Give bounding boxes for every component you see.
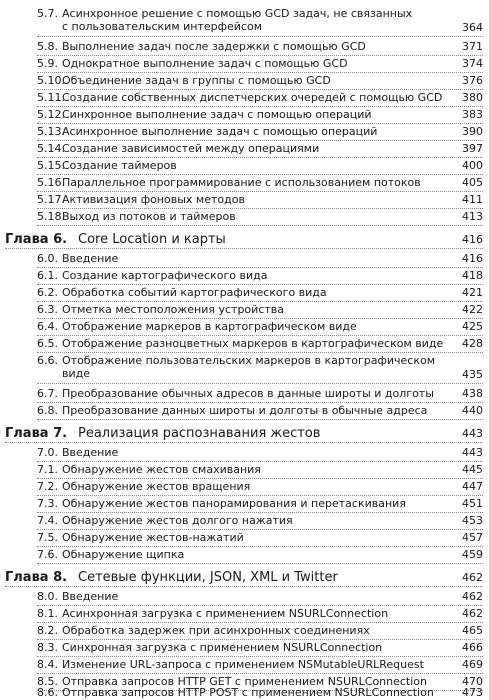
section-title-continuation: виде (62, 367, 91, 380)
section-number: 6.4. (37, 320, 58, 333)
toc-entry-5-14 (0, 141, 489, 158)
toc-entry-7-2 (0, 479, 489, 496)
section-title: Обнаружение щипка (62, 548, 185, 561)
toc-entry-5-16 (0, 175, 489, 192)
page-number: 440 (462, 404, 483, 417)
section-number: 6.3. (37, 303, 58, 316)
page-number: 469 (462, 658, 483, 671)
toc-entry-6-6 (0, 353, 489, 384)
page-number: 421 (462, 286, 483, 299)
toc-entry-7-0 (0, 445, 489, 462)
section-number: 5.16. (37, 176, 65, 189)
toc-entry-8-1 (0, 606, 489, 623)
section-title-continuation: с пользовательским интерфейсом (62, 20, 263, 33)
section-number: 6.5. (37, 337, 58, 350)
page-number: 435 (462, 368, 483, 381)
chapter-title: Core Location и карты (78, 232, 226, 247)
page-number: 413 (462, 210, 483, 223)
section-number: 8.1. (37, 607, 58, 620)
section-title: Отображение маркеров в картографическом виде (62, 320, 357, 333)
section-title: Введение (62, 446, 119, 459)
chapter-title: Сетевые функции, JSON, XML и Twitter (78, 570, 338, 585)
section-number: 5.10. (37, 74, 65, 87)
chapter-heading-7 (0, 422, 489, 444)
toc-entry-7-5 (0, 530, 489, 547)
page-number: 397 (462, 142, 483, 155)
toc-entry-6-1 (0, 268, 489, 285)
section-title: Выполнение задач после задержки с помощью GCD (62, 40, 366, 53)
section-number: 6.6. (37, 354, 58, 367)
page-number: 445 (462, 463, 483, 476)
section-title: Активизация фоновых методов (62, 193, 245, 206)
section-title: Введение (62, 252, 119, 265)
section-number: 8.5. (37, 675, 58, 688)
page-number: 453 (462, 514, 483, 527)
section-number: 8.3. (37, 641, 58, 654)
section-number: 6.8. (37, 404, 58, 417)
toc-entry-5-11 (0, 90, 489, 107)
page-number: 380 (462, 91, 483, 104)
dotted-rule (5, 586, 483, 587)
toc-entry-7-3 (0, 496, 489, 513)
page-number: 411 (462, 193, 483, 206)
section-number: 7.1. (37, 463, 58, 476)
section-title: Введение (62, 590, 119, 603)
section-title: Синхронное выполнение задач с помощью операций (62, 108, 372, 121)
page-number: 462 (462, 590, 483, 603)
toc-entry-5-17 (0, 192, 489, 209)
section-title: Создание таймеров (62, 159, 177, 172)
section-number: 6.1. (37, 269, 58, 282)
section-number: 7.2. (37, 480, 58, 493)
dotted-rule (37, 383, 483, 384)
chapter-heading-8 (0, 566, 489, 588)
section-title: Отображение разноцветных маркеров в картографическом виде (62, 337, 444, 350)
toc-entry-6-4 (0, 319, 489, 336)
section-number: 6.0. (37, 252, 58, 265)
chapter-label: Глава 7. (5, 426, 68, 441)
section-number: 7.4. (37, 514, 58, 527)
section-number: 6.7. (37, 387, 58, 400)
dotted-rule (37, 225, 483, 226)
dotted-rule (37, 563, 483, 564)
toc-entry-5-15 (0, 158, 489, 175)
toc-entry-5-13 (0, 124, 489, 141)
dotted-rule (37, 36, 483, 37)
toc-entry-5-9 (0, 56, 489, 73)
section-number: 5.8. (37, 40, 58, 53)
section-number: 5.17. (37, 193, 65, 206)
toc-entry-6-0 (0, 251, 489, 268)
section-number: 6.2. (37, 286, 58, 299)
section-number: 7.3. (37, 497, 58, 510)
page-number: 447 (462, 480, 483, 493)
page-number: 425 (462, 320, 483, 333)
section-title: Отправка запросов HTTP GET с применением NSURLConnection (62, 675, 428, 688)
section-number: 7.6. (37, 548, 58, 561)
section-title: Обнаружение жестов вращения (62, 480, 251, 493)
page-number: 465 (462, 624, 483, 637)
section-number: 8.0. (37, 590, 58, 603)
page-number: 405 (462, 176, 483, 189)
section-number: 5.12. (37, 108, 65, 121)
section-number: 7.5. (37, 531, 58, 544)
chapter-label: Глава 8. (5, 570, 68, 585)
section-title: Обработка событий картографического вида (62, 286, 327, 299)
toc-entry-8-3 (0, 640, 489, 657)
page-number: 374 (462, 57, 483, 70)
page-number: 466 (462, 641, 483, 654)
toc-entry-6-8 (0, 403, 489, 420)
chapter-title: Реализация распознавания жестов (78, 426, 321, 441)
section-title: Создание зависимостей между операциями (62, 142, 320, 155)
toc-entry-5-18 (0, 209, 489, 226)
toc-entry-7-6 (0, 547, 489, 564)
section-number: 5.14. (37, 142, 65, 155)
section-title: Выход из потоков и таймеров (62, 210, 236, 223)
section-title: Объединение задач в группы с помощью GCD (62, 74, 331, 87)
dotted-rule (5, 248, 483, 249)
section-title: Обнаружение жестов смахивания (62, 463, 261, 476)
section-number: 8.2. (37, 624, 58, 637)
toc-entry-6-7 (0, 386, 489, 403)
page-number: 418 (462, 269, 483, 282)
toc-entry-7-4 (0, 513, 489, 530)
page-number: 416 (462, 252, 483, 265)
chapter-label: Глава 6. (5, 232, 68, 247)
toc-entry-5-8 (0, 39, 489, 56)
page-number: 422 (462, 303, 483, 316)
toc-entry-5-12 (0, 107, 489, 124)
page-number: 416 (462, 233, 483, 246)
section-number: 8.4. (37, 658, 58, 671)
section-title: Асинхронное решение с помощью GCD задач, не связанных (62, 7, 413, 20)
page-number: 459 (462, 548, 483, 561)
toc-entry-8-4 (0, 657, 489, 674)
dotted-rule (5, 442, 483, 443)
page-number: 364 (462, 21, 483, 34)
section-number: 5.13. (37, 125, 65, 138)
toc-entry-6-3 (0, 302, 489, 319)
section-title: Преобразование обычных адресов в данные широты и долготы (62, 387, 434, 400)
section-title: Отметка местоположения устройства (62, 303, 284, 316)
section-number: 7.0. (37, 446, 58, 459)
section-title: Изменение URL-запроса с применением NSMutableURLRequest (62, 658, 424, 671)
page-number: 462 (462, 571, 483, 584)
page-number: 383 (462, 108, 483, 121)
section-title: Однократное выполнение задач с помощью GCD (62, 57, 348, 70)
toc-entry-5-10 (0, 73, 489, 90)
section-number: 5.9. (37, 57, 58, 70)
section-title: Обработка задержек при асинхронных соединениях (62, 624, 370, 637)
toc-entry-7-1 (0, 462, 489, 479)
page-number: 470 (462, 675, 483, 688)
toc-entry-6-5 (0, 336, 489, 353)
page-number: 443 (462, 446, 483, 459)
section-title: Асинхронное выполнение задач с помощью операций (62, 125, 378, 138)
section-title: Параллельное программирование с использованием потоков (62, 176, 421, 189)
page-number: 438 (462, 387, 483, 400)
page-number: 451 (462, 497, 483, 510)
section-title: Отправка запросов HTTP POST с применением NSURLConnection (62, 686, 434, 699)
page-number: 371 (462, 40, 483, 53)
section-title: Создание собственных диспетчерских очередей с помощью GCD (62, 91, 443, 104)
section-title: Обнаружение жестов-нажатий (62, 531, 244, 544)
section-number: 8.6. (37, 686, 58, 699)
page-number: 443 (462, 427, 483, 440)
toc-entry-8-6 (0, 685, 489, 700)
section-number: 5.15. (37, 159, 65, 172)
section-number: 5.7. (37, 7, 58, 20)
page-number: 457 (462, 531, 483, 544)
page-number: 390 (462, 125, 483, 138)
page-number: 473 (462, 686, 483, 699)
section-title: Отображение пользовательских маркеров в картографическом (62, 354, 436, 367)
section-title: Синхронная загрузка с применением NSURLConnection (62, 641, 383, 654)
section-number: 5.18. (37, 210, 65, 223)
section-title: Асинхронная загрузка с применением NSURLConnection (62, 607, 389, 620)
section-number: 5.11. (37, 91, 65, 104)
section-title: Обнаружение жестов долгого нажатия (62, 514, 293, 527)
chapter-heading-6 (0, 228, 489, 250)
page-number: 400 (462, 159, 483, 172)
toc-entry-8-2 (0, 623, 489, 640)
page-number: 462 (462, 607, 483, 620)
section-title: Преобразование данных широты и долготы в обычные адреса (62, 404, 428, 417)
section-title: Обнаружение жестов панорамирования и перетаскивания (62, 497, 406, 510)
page-number: 428 (462, 337, 483, 350)
section-title: Создание картографического вида (62, 269, 268, 282)
page-number: 376 (462, 74, 483, 87)
toc-entry-6-2 (0, 285, 489, 302)
dotted-rule (37, 419, 483, 420)
toc-entry-8-0 (0, 589, 489, 606)
toc-entry-5-7 (0, 6, 489, 37)
